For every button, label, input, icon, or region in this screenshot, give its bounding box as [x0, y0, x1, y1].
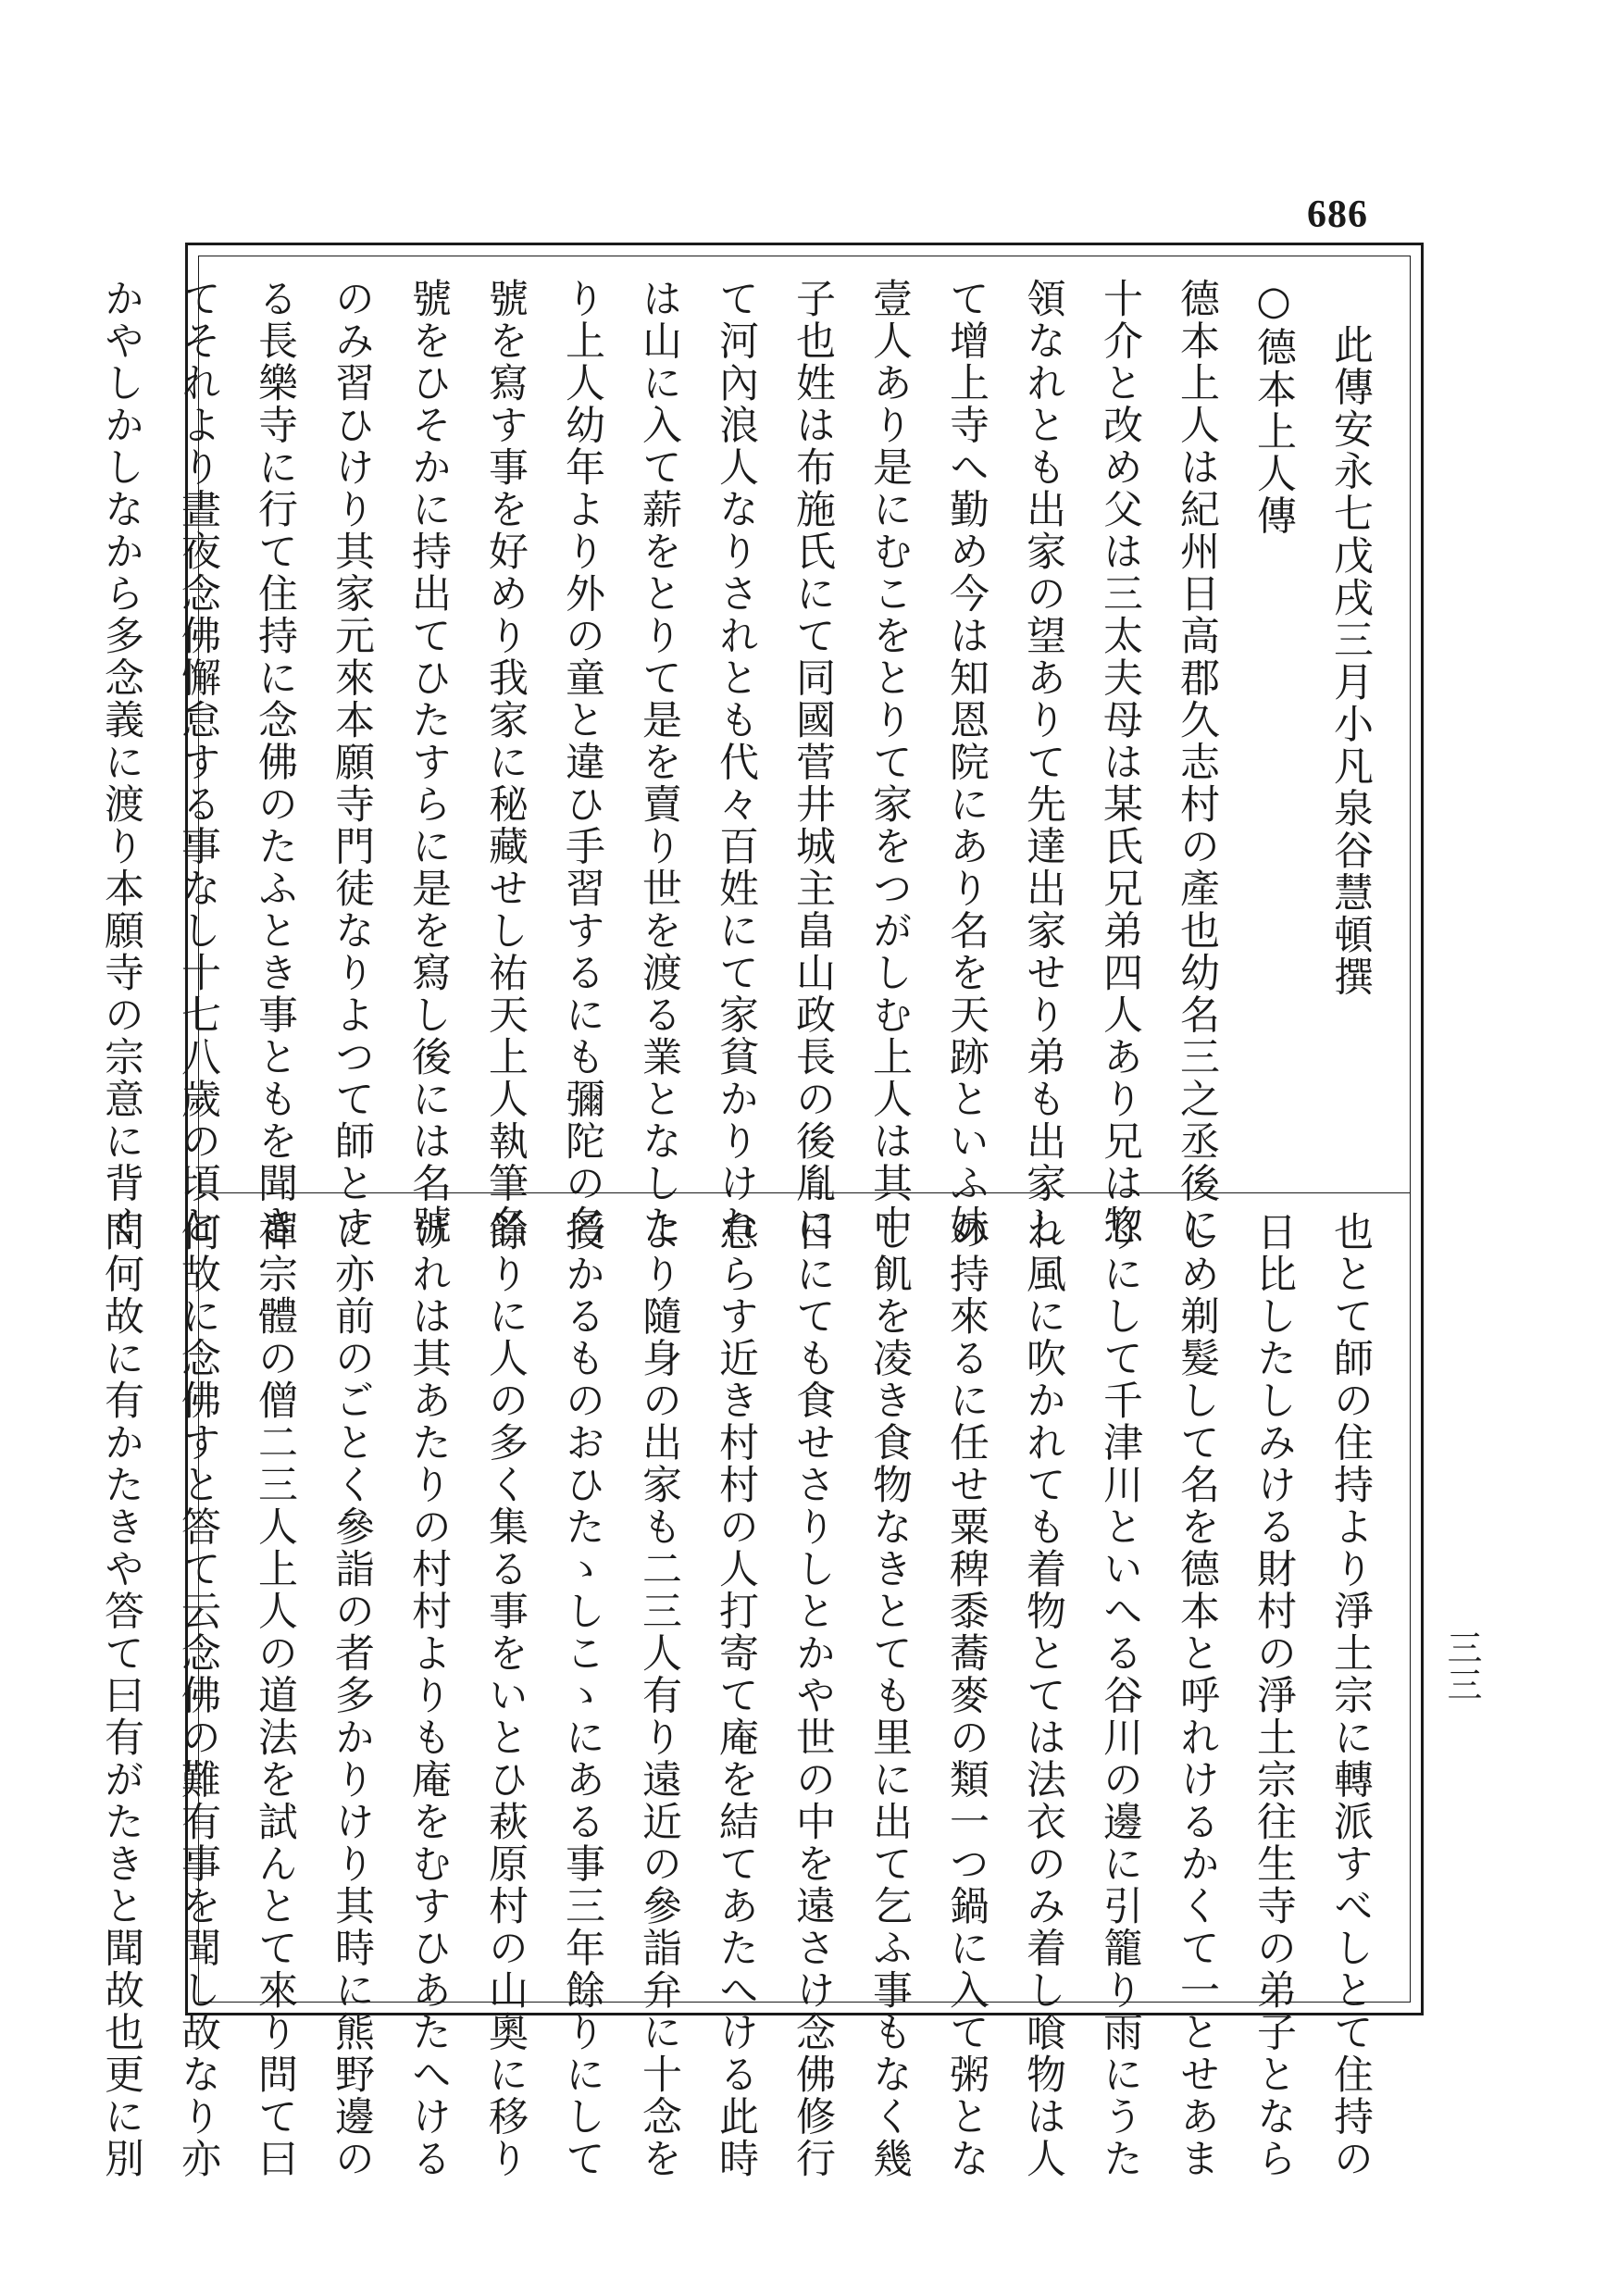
text-column: 子也姓は布施氏にて同國菅井城主畠山政長の後胤に — [790, 278, 836, 1247]
text-column: 授かるものおひたゝしこゝにある事三年餘りにして — [559, 1211, 605, 2180]
text-column: かやしかしなから多念義に渡り本願寺の宗意に背く — [98, 278, 144, 1247]
text-column: 十介と改め父は三太夫母は某氏兄弟四人あり兄は惣 — [1097, 278, 1143, 1247]
text-column: 德本上人は紀州日高郡久志村の產也幼名三之丞後に — [1174, 278, 1220, 1247]
text-column: けれは其あたりの村村よりも庵をむすひあたへける — [405, 1211, 452, 2180]
text-column: の持來るに任せ粟稗黍蕎麥の類一つ鍋に入て粥とな — [943, 1211, 989, 2180]
text-column: 領なれとも出家の望ありて先達出家せり弟も出家し — [1020, 278, 1066, 1247]
text-column: 問何故に有かたきや答て曰有がたきと聞故也更に別 — [98, 1211, 144, 2180]
text-column: れ風に吹かれても着物とては法衣のみ着し喰物は人 — [1020, 1211, 1066, 2180]
text-column: 也とて師の住持より淨土宗に轉派すべしとて住持の — [1327, 1211, 1374, 2180]
text-column: 怠らす近き村村の人打寄て庵を結てあたへける此時 — [713, 1211, 759, 2180]
text-column: のみ習ひけり其家元來本願寺門徒なりよつて師とす — [329, 278, 375, 1247]
text-column: 壹人あり是にむこをとりて家をつがしむ上人は其中 — [866, 278, 913, 1247]
text-column: 禪宗體の僧二三人上人の道法を試んとて來り問て曰 — [252, 1211, 298, 2180]
page-number: 686 — [1307, 193, 1368, 236]
text-column: りにして千津川といへる谷川の邊に引籠り雨にうた — [1097, 1211, 1143, 2180]
text-column: 餘りに人の多く集る事をいとひ萩原村の山奧に移り — [482, 1211, 529, 2180]
text-column: より隨身の出家も二三人有り遠近の參詣弁に十念を — [636, 1211, 682, 2180]
text-column: に亦前のごとく參詣の者多かりけり其時に熊野邊の — [329, 1211, 375, 2180]
text-column: て河內浪人なりされとも代々百姓にて家貧かりけれ — [713, 278, 759, 1247]
biography-title: ○德本上人傳 — [1251, 278, 1297, 537]
text-column: 何故に念佛すと答て云念佛の難有事を聞し故なり亦 — [175, 1211, 221, 2180]
text-column: 日にても食せさりしとかや世の中を遠さけ念佛修行 — [790, 1211, 836, 2180]
text-column: しめ剃髮して名を德本と呼れけるかくて一とせあま — [1174, 1211, 1220, 2180]
colophon-line: 此傳安永七戊戌三月小凡泉谷慧頓撰 — [1327, 324, 1374, 998]
text-column: て增上寺へ勤め今は知恩院にあり名を天跡といふ妹 — [943, 278, 989, 1247]
text-column: る長樂寺に行て住持に念佛のたふとき事ともを聞き — [252, 278, 298, 1247]
text-column: 日比したしみける財村の淨土宗往生寺の弟子となら — [1251, 1211, 1297, 2180]
text-column: し飢を凌き食物なきとても里に出て乞ふ事もなく幾 — [866, 1211, 913, 2180]
lower-text-block — [98, 1211, 1388, 2180]
text-column: り上人幼年より外の童と違ひ手習するにも彌陀の名 — [559, 278, 605, 1247]
text-column: 號を寫す事を好めり我家に秘藏せし祐天上人執筆名 — [482, 278, 529, 1247]
text-column: てそれより晝夜念佛懈怠する事なし十七八歲の頃と — [175, 278, 221, 1247]
text-column: 號をひそかに持出てひたすらに是を寫し後には名號 — [405, 278, 452, 1247]
side-section-marker: 三三 — [1441, 1629, 1482, 1703]
upper-text-block — [98, 278, 1388, 1247]
text-column: は山に入て薪をとりて是を賣り世を渡る業となした — [636, 278, 682, 1247]
